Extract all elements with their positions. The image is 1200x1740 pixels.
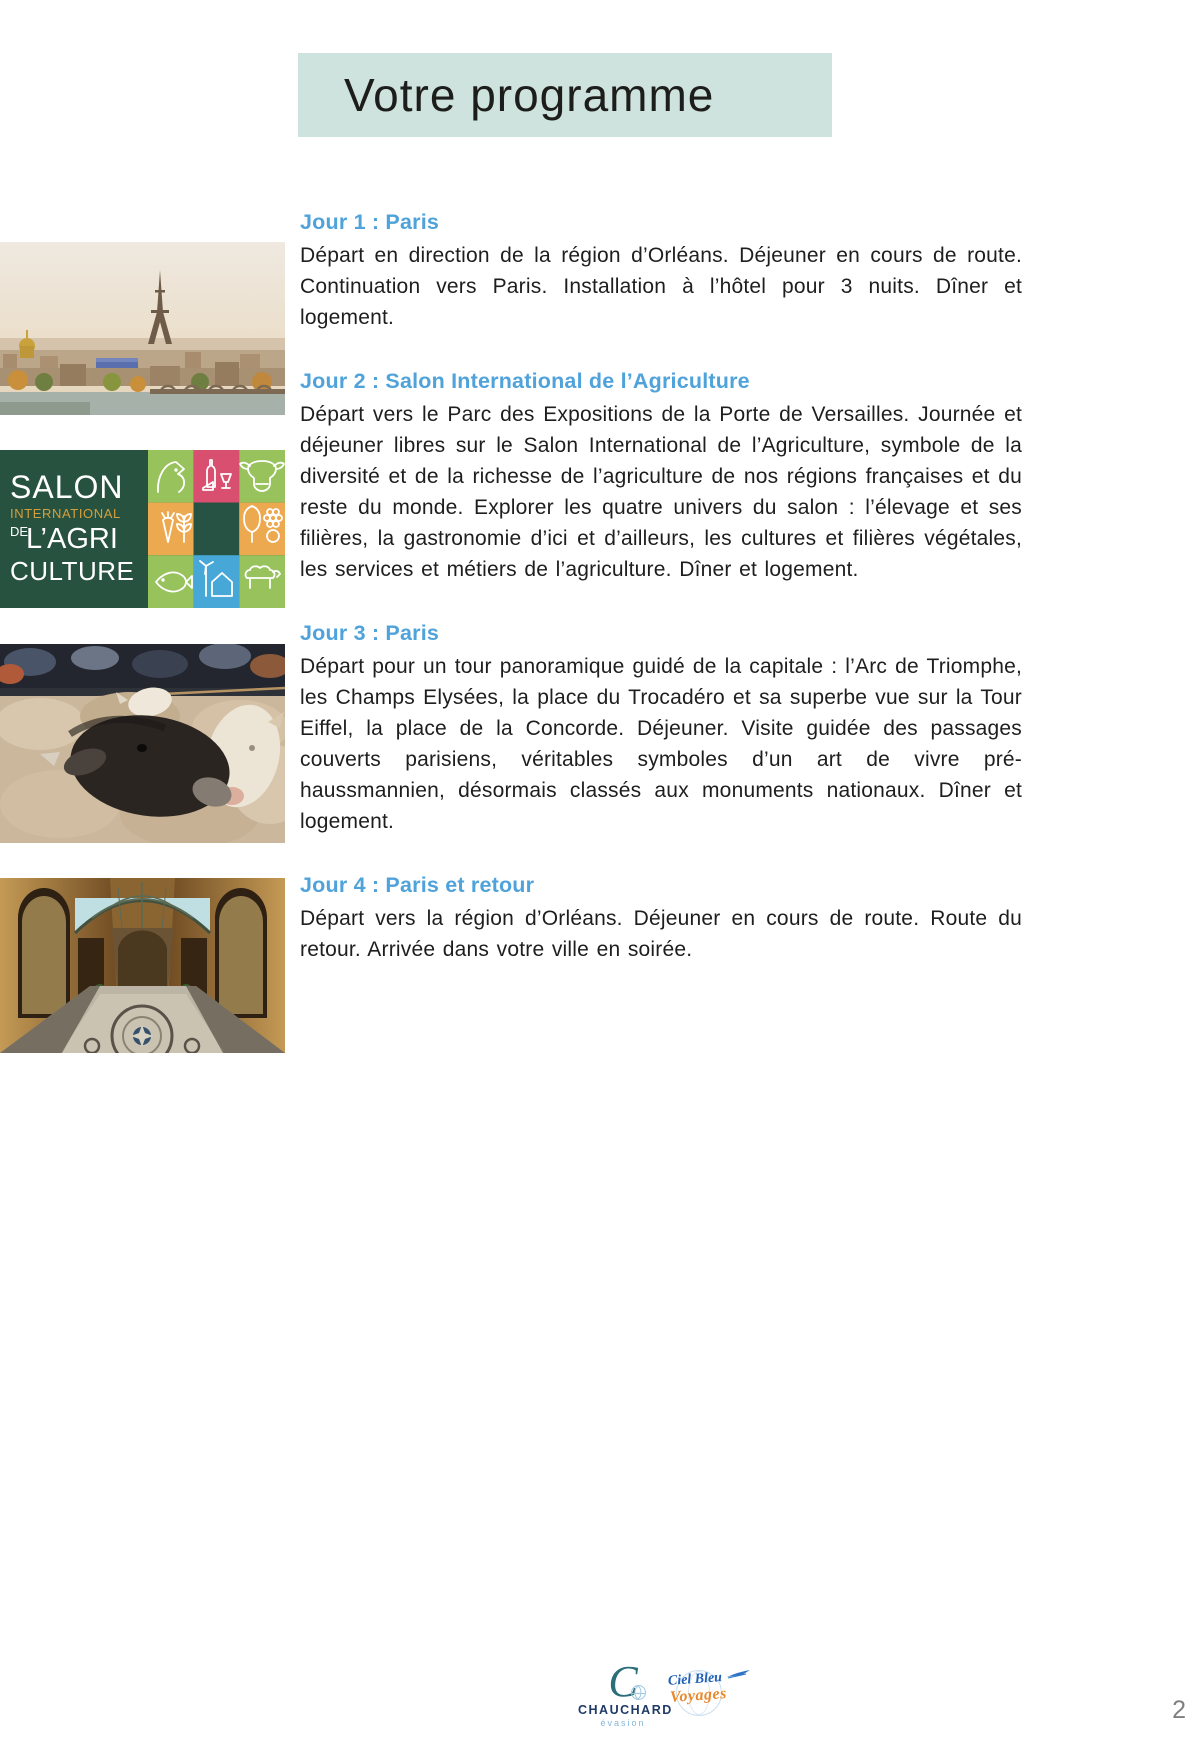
sheep-illustration — [0, 644, 285, 843]
salon-agriculture-logo — [0, 450, 285, 608]
day-2-description: Départ vers le Parc des Expositions de la Porte de Versailles. Journée et déjeuner libres sur le Salon International de l’Agriculture, symbole de la diversité et de la richesse de l’agriculture de nos régions françaises et du reste du monde. Explorer les quatre univers du salon : l’élevage et ses filières, la gastronomie d’ici et d’ailleurs, les cultures et filières végétales, les services et métiers de l’agriculture. Dîner et logement. — [300, 403, 1022, 581]
airplane-icon — [726, 1668, 752, 1680]
title-banner — [298, 53, 832, 137]
chauchard-c-mark — [608, 1657, 638, 1706]
day-2-heading: Jour 2 : Salon International de l’Agriculture — [300, 369, 750, 393]
salon-logo-illustration — [0, 450, 285, 608]
day-3-section — [300, 618, 1022, 837]
day-4-heading: Jour 4 : Paris et retour — [300, 873, 535, 897]
ciel-bleu-text: Ciel Bleu — [667, 1670, 723, 1689]
salon-logo-word-international: INTERNATIONAL — [10, 506, 121, 521]
salon-logo-word-agri: L’AGRI — [26, 523, 118, 555]
day-1-heading: Jour 1 : Paris — [300, 210, 440, 234]
sheep-photo — [0, 644, 285, 843]
paris-skyline-illustration — [0, 242, 285, 415]
covered-passage-illustration — [0, 878, 285, 1053]
globe-icon — [631, 1685, 646, 1700]
day-3-heading: Jour 3 : Paris — [300, 621, 440, 645]
salon-logo-word-salon: SALON — [10, 469, 124, 505]
page-title: Votre programme — [344, 69, 715, 121]
day-1-description: Départ en direction de la région d’Orléans. Déjeuner en cours de route. Continuation vers Paris. Installation à l’hôtel pour 3 nuits. Dîner et logement. — [300, 244, 1022, 329]
chauchard-name: CHAUCHARD — [578, 1703, 673, 1717]
salon-logo-word-de: DE — [10, 524, 29, 539]
ciel-bleu-voyages-logo — [662, 1668, 748, 1720]
salon-logo-word-culture: CULTURE — [10, 556, 135, 586]
page-number: 2 — [1172, 1696, 1186, 1724]
day-4-section — [300, 870, 1022, 965]
day-1-section — [300, 207, 1022, 333]
programme-text-column — [300, 207, 1022, 998]
day-3-description: Départ pour un tour panoramique guidé de la capitale : l’Arc de Triomphe, les Champs Elysées, la place du Trocadéro et sa superbe vue sur la Tour Eiffel, la place de la Concorde. Déjeuner. Visite guidée des passages couverts parisiens, véritables symboles d’un art de vivre pré-haussmannien, désormais classés aux monuments nationaux. Dîner et logement. — [300, 655, 1022, 833]
paris-skyline-photo — [0, 242, 285, 415]
chauchard-logo — [578, 1657, 673, 1728]
footer — [0, 1658, 1200, 1728]
voyages-text: Voyages — [669, 1685, 728, 1706]
chauchard-tagline: évasion — [600, 1718, 646, 1728]
covered-passage-photo — [0, 878, 285, 1053]
day-4-description: Départ vers la région d’Orléans. Déjeuner en cours de route. Route du retour. Arrivée dans votre ville en soirée. — [300, 907, 1022, 961]
day-2-section — [300, 366, 1022, 585]
chauchard-initial: C — [608, 1657, 638, 1706]
